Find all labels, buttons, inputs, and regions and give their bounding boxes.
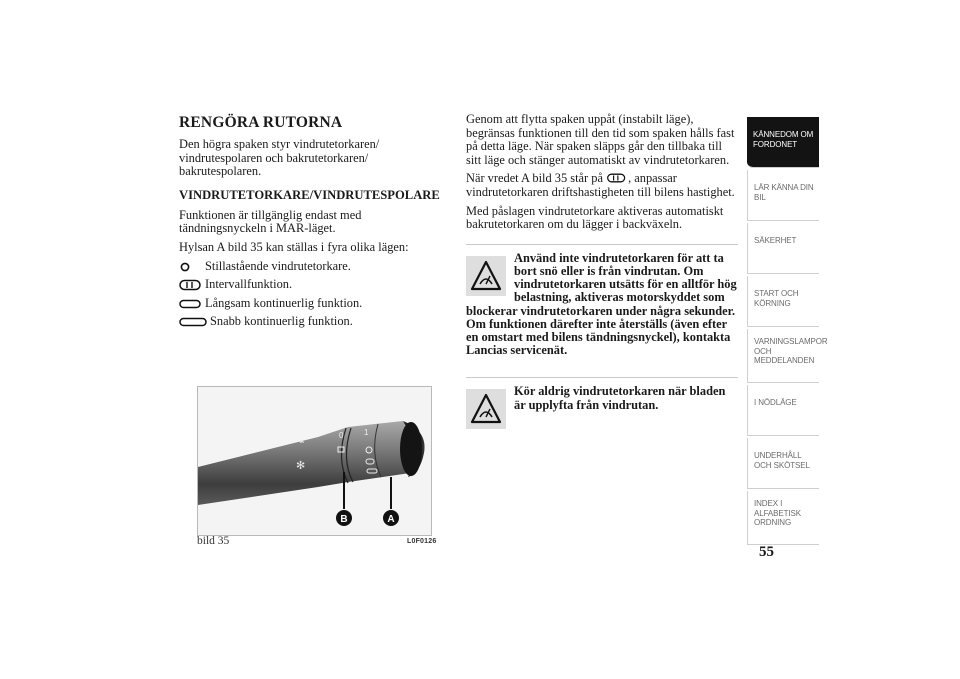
chapter-tabs [747, 117, 828, 547]
callout-b: B [340, 514, 348, 525]
mode-row-fast [179, 315, 439, 329]
tab-underhall-och-skotsel[interactable]: UNDERHÅLL OCH SKÖTSEL [747, 438, 819, 489]
warning-block-raised-blades [466, 377, 738, 411]
wiper-fast-icon [179, 315, 210, 329]
subsection-title: VINDRUTETORKARE/VINDRUTESPOLARE [179, 187, 440, 202]
ring-digit-0: 0 [339, 431, 344, 440]
auto-speed-paragraph [466, 172, 738, 199]
mode-row-stop [179, 260, 439, 274]
wiper-intermittent-icon [606, 172, 628, 184]
stalk-figure [197, 386, 432, 536]
warning-triangle-icon [466, 389, 506, 429]
auto-speed-text-before: När vredet A bild 35 står på [466, 171, 603, 186]
auto-speed-text-after: , anpassar vindrutetorkaren driftshastigheten till bilens hastighet. [466, 171, 735, 199]
svg-text:✻: ✻ [296, 459, 306, 472]
warning-block-snow [466, 244, 738, 358]
wiper-stop-icon [179, 260, 205, 274]
tab-i-nodlage[interactable]: I NÖDLÄGE [747, 385, 819, 436]
left-column [179, 113, 439, 334]
mode-label: Stillastående vindrutetorkare. [205, 258, 351, 273]
positions-paragraph: Hylsan A bild 35 kan ställas i fyra olika lägen: [179, 239, 409, 254]
wiper-stalk-illustration [198, 387, 431, 535]
ring-digit-1: 1 [364, 428, 369, 437]
mode-label: Intervallfunktion. [205, 277, 293, 292]
tab-varningslampor[interactable]: VARNINGSLAMPOR OCH MEDDELANDEN [747, 329, 819, 383]
wiper-slow-icon [179, 297, 205, 311]
tab-start-och-korning[interactable]: START OCH KÖRNING [747, 276, 819, 327]
mode-row-intermittent [179, 278, 439, 292]
mode-row-slow [179, 297, 439, 311]
svg-text:⌁: ⌁ [298, 435, 305, 448]
mode-label: Snabb kontinuerlig funktion. [210, 314, 353, 329]
tab-sakerhet[interactable]: SÄKERHET [747, 223, 819, 274]
availability-paragraph: Funktionen är tillgänglig endast med tändningsnyckeln i MAR-läget. [179, 207, 362, 236]
section-title: RENGÖRA RUTORNA [179, 114, 343, 131]
mode-label: Långsam kontinuerlig funktion. [205, 295, 363, 310]
warning-text: Använd inte vindrutetorkaren för att ta bort snö eller is från vindrutan. Om vindrutetorkaren utsätts för en alltför hög belastning, aktiveras motorskyddet som blockerar vindrutetorkaren under några sekunder. Om funktionen därefter inte återställs (även efter en omstart med bilens tändningsnyckel), kontakta Lancias servicenät. [466, 250, 737, 358]
tab-kannedom-om-fordonet[interactable]: KÄNNEDOM OM FORDONET [747, 117, 819, 168]
intro-paragraph: Den högra spaken styr vindrutetorkaren/ vindrutespolaren och bakrutetorkaren/ bakrutespolaren. [179, 137, 380, 179]
tab-index[interactable]: INDEX I ALFABETISK ORDNING [747, 491, 819, 545]
callout-a: A [387, 514, 395, 525]
figure-code: L0F0126 [407, 538, 437, 545]
rear-wiper-paragraph: Med påslagen vindrutetorkare aktiveras automatiskt bakrutetorkaren om du lägger i backväxeln. [466, 203, 724, 232]
momentary-paragraph: Genom att flytta spaken uppåt (instabilt läge), begränsas funktionen till den tid som spaken hålls fast på detta läge. När spaken släpps går den tillbaka till sitt läge och stänger automatiskt av vindrutetorkaren. [466, 112, 735, 167]
warning-text: Kör aldrig vindrutetorkaren när bladen är upplyfta från vindrutan. [514, 384, 726, 412]
right-column [466, 113, 738, 431]
warning-triangle-icon [466, 256, 506, 296]
figure-caption: bild 35 [197, 535, 230, 547]
wiper-intermittent-icon [179, 278, 205, 292]
page-number: 55 [759, 544, 774, 560]
tab-lar-kanna-din-bil[interactable]: LÄR KÄNNA DIN BIL [747, 170, 819, 221]
